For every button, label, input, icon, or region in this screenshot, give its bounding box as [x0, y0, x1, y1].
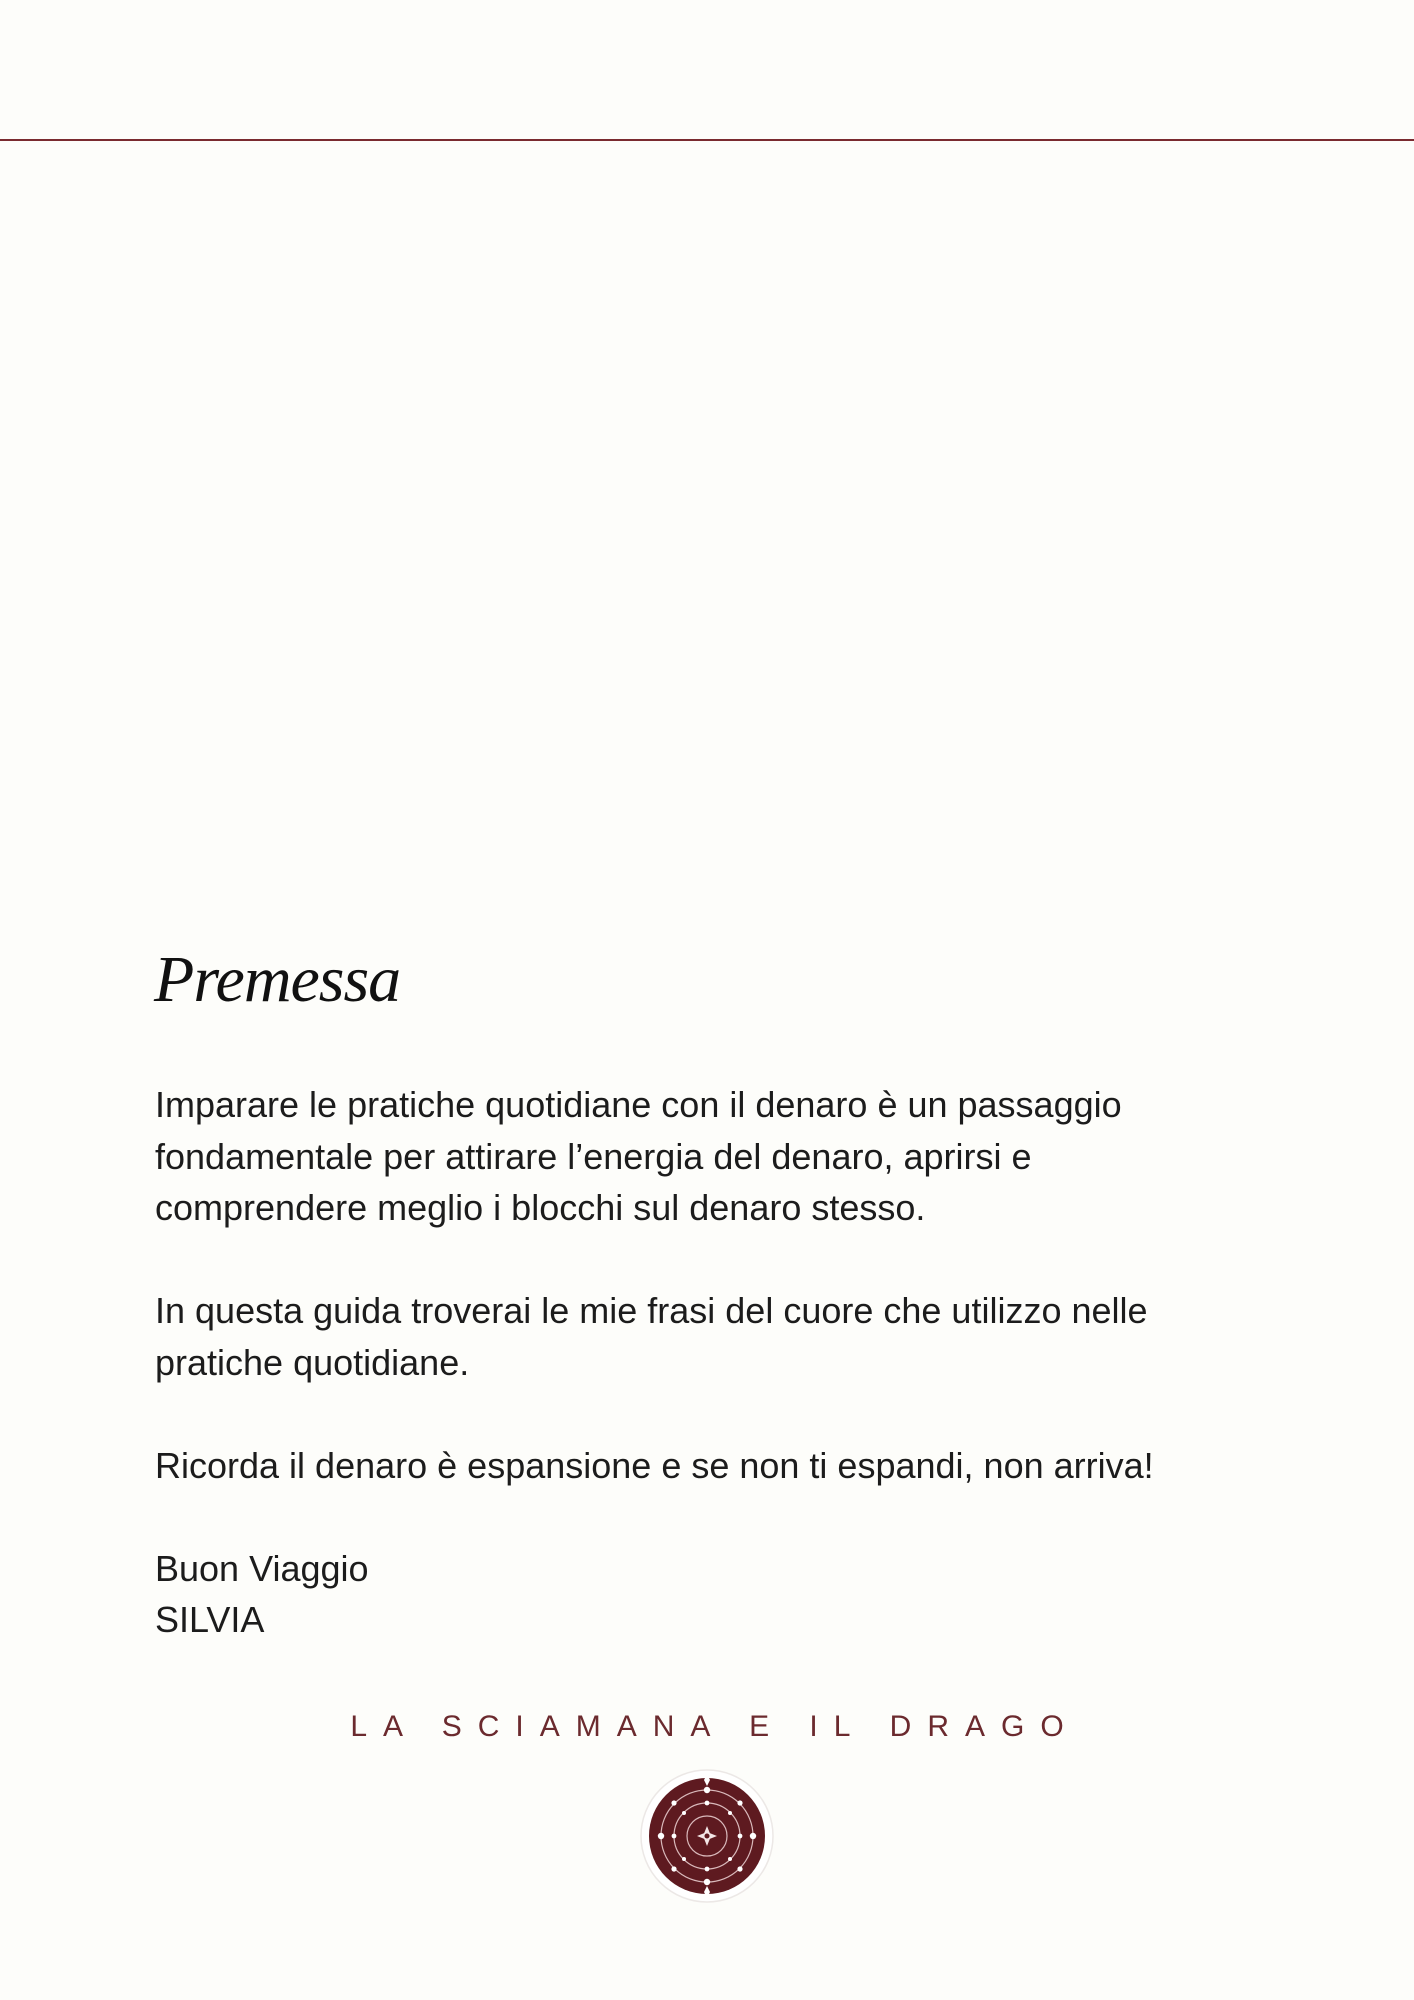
text-line: fondamentale per attirare l’energia del denaro, aprirsi e — [155, 1135, 1032, 1177]
text-line: Imparare le pratiche quotidiane con il denaro è un passaggio — [155, 1084, 1122, 1125]
text-line: Ricorda il denaro è espansione e se non ti espandi, non arriva! — [155, 1444, 1154, 1486]
header-rule — [0, 139, 1414, 141]
faded-background-text — [200, 880, 1220, 926]
text-line: In questa guida troverai le mie frasi del cuore che utilizzo nelle — [155, 1290, 1148, 1331]
text-line: pratiche quotidiane. — [155, 1341, 470, 1383]
signature-block — [155, 1543, 1295, 1646]
paragraph-1 — [155, 1079, 1295, 1234]
mandala-logo-icon — [639, 1768, 775, 1904]
intro-body — [155, 1079, 1295, 1646]
paragraph-3 — [155, 1440, 1295, 1492]
paragraph-2 — [155, 1285, 1295, 1388]
brand-name: LA SCIAMANA E IL DRAGO — [350, 1710, 1080, 1743]
page-title: Premessa — [154, 943, 401, 1016]
signature-name: SILVIA — [155, 1599, 265, 1640]
text-line: comprendere meglio i blocchi sul denaro stesso. — [155, 1187, 926, 1228]
closing-text: Buon Viaggio — [155, 1547, 369, 1589]
